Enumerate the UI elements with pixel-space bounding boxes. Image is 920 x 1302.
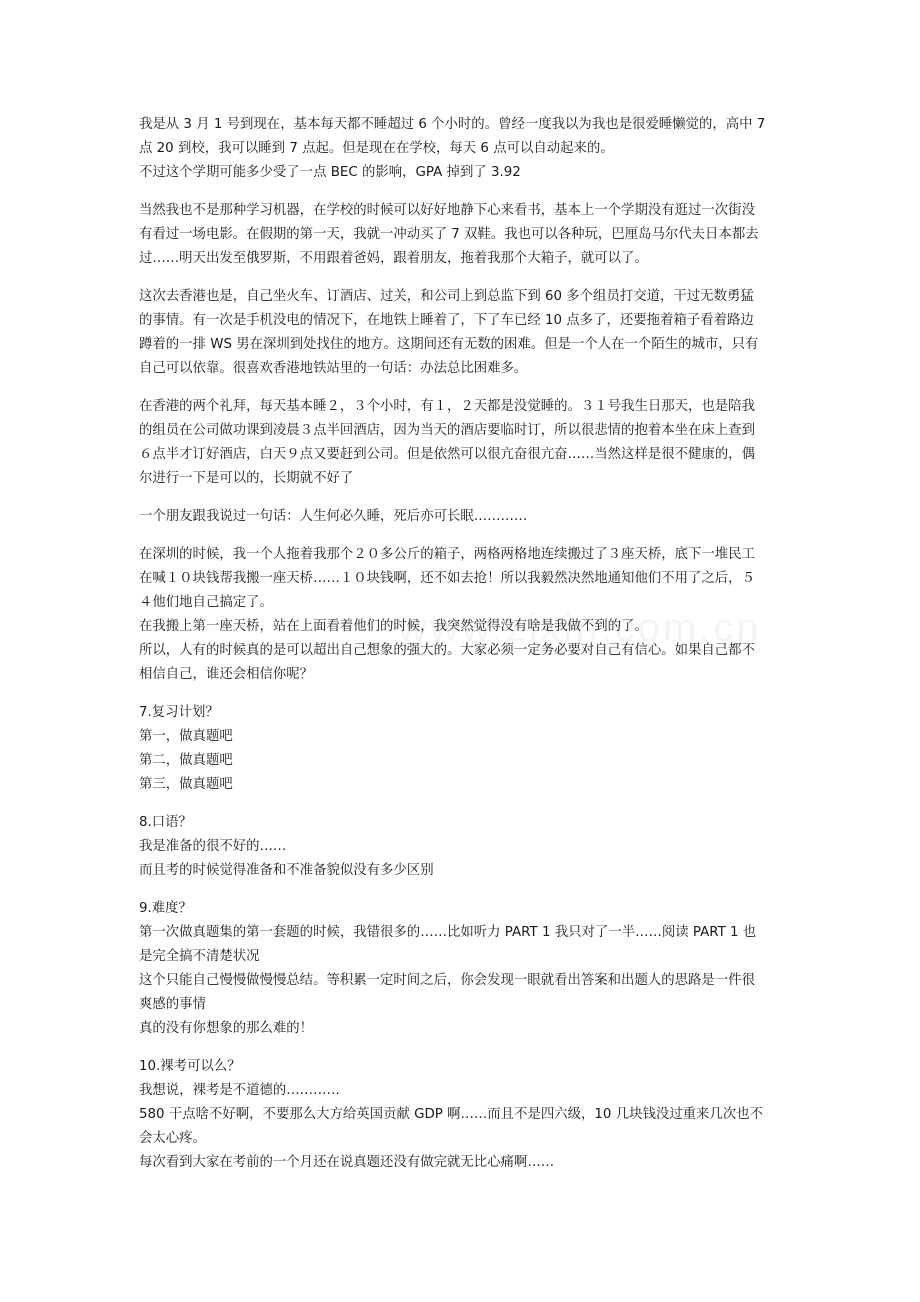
text-line: ４他们地自己搞定了。: [139, 595, 273, 610]
text-line: 在深圳的时候，我一个人拖着我那个２０多公斤的箱子，两格两格地连续搬过了３座天桥，底下一堆民工: [139, 547, 755, 562]
section-unprepared-exam: [139, 1055, 784, 1175]
text-line: 一个朋友跟我说过一句话：人生何必久睡，死后亦可长眠…………: [139, 509, 528, 524]
text-line: 相信自己，谁还会相信你呢？: [139, 667, 314, 682]
text-line: 不过这个学期可能多少受了一点 BEC 的影响，GPA 掉到了 3.92: [139, 165, 521, 180]
paragraph-shenzhen-bridges: [139, 543, 784, 687]
text-line: 每次看到大家在考前的一个月还在说真题还没有做完就无比心痛啊……: [139, 1155, 555, 1170]
text-line: 这个只能自己慢慢做慢慢总结。等积累一定时间之后，你会发现一眼就看出答案和出题人的思路是一件很: [139, 973, 755, 988]
text-line: 自己可以依靠。很喜欢香港地铁站里的一句话：办法总比困难多。: [139, 361, 528, 376]
section-review-plan: [139, 701, 784, 797]
text-line: 在我搬上第一座天桥，站在上面看着他们的时候，我突然觉得没有啥是我做不到的了。: [139, 619, 648, 634]
text-line: 真的没有你想象的那么难的！: [139, 1021, 314, 1036]
paragraph-sleep-habits: [139, 113, 784, 185]
text-line: 第三，做真题吧: [139, 777, 233, 792]
text-line: 会太心疼。: [139, 1131, 206, 1146]
text-line: 的事情。有一次是手机没电的情况下，在地铁上睡着了，下了车已经 10 点多了，还要拖着箱子看着路边: [139, 313, 754, 328]
text-line: 第二，做真题吧: [139, 753, 233, 768]
text-line: 是完全搞不清楚状况: [139, 949, 260, 964]
text-line: 当然我也不是那种学习机器，在学校的时候可以好好地静下心来看书，基本上一个学期没有逛过一次街没: [139, 203, 755, 218]
text-line: 我是从 3 月 1 号到现在，基本每天都不睡超过 6 个小时的。曾经一度我以为我也是很爱睡懒觉的，高中 7: [139, 117, 766, 132]
section-difficulty: [139, 897, 784, 1041]
text-line: ６点半才订好酒店，白天９点又要赶到公司。但是依然可以很亢奋很亢奋……当然这样是很不健康的，偶: [139, 447, 755, 462]
section-heading: 9.难度？: [139, 901, 192, 916]
text-line: 有看过一场电影。在假期的第一天，我就一冲动买了 7 双鞋。我也可以各种玩，巴厘岛马尔代夫日本都去: [139, 227, 759, 242]
section-speaking: [139, 811, 784, 883]
text-line: 在喊１０块钱帮我搬一座天桥……１０块钱啊，还不如去抢！所以我毅然决然地通知他们不用了之后，５: [139, 571, 755, 586]
text-line: 第一次做真题集的第一套题的时候，我错很多的……比如听力 PART 1 我只对了一半……阅读 PART 1 也: [139, 925, 757, 940]
section-heading: 10.裸考可以么？: [139, 1059, 241, 1074]
text-line: 第一，做真题吧: [139, 729, 233, 744]
section-heading: 8.口语？: [139, 815, 192, 830]
text-line: 而且考的时候觉得准备和不准备貌似没有多少区别: [139, 863, 434, 878]
paragraph-not-study-machine: [139, 199, 784, 271]
text-line: 的组员在公司做功课到凌晨３点半回酒店，因为当天的酒店要临时订，所以很悲情的抱着本坐在床上查到: [139, 423, 755, 438]
text-line: 这次去香港也是，自己坐火车、订酒店、过关，和公司上到总监下到 60 多个组员打交道，干过无数勇猛: [139, 289, 754, 304]
text-line: 蹲着的一排 WS 男在深圳到处找住的地方。这期间还有无数的困难。但是一个人在一个陌生的城市，只有: [139, 337, 759, 352]
text-line: 过……明天出发至俄罗斯，不用跟着爸妈，跟着朋友，拖着我那个大箱子，就可以了。: [139, 251, 648, 266]
paragraph-two-weeks: [139, 395, 784, 491]
text-line: 在香港的两个礼拜，每天基本睡２，３个小时，有１，２天都是没觉睡的。３１号我生日那天，也是陪我: [139, 399, 755, 414]
section-heading: 7.复习计划？: [139, 705, 219, 720]
text-line: 580 干点啥不好啊，不要那么大方给英国贡献 GDP 啊……而且不是四六级，10 几块钱没过重来几次也不: [139, 1107, 764, 1122]
text-line: 爽感的事情: [139, 997, 206, 1012]
text-line: 我想说，裸考是不道德的…………: [139, 1083, 340, 1098]
text-line: 点 20 到校，我可以睡到 7 点起。但是现在在学校，每天 6 点可以自动起来的。: [139, 141, 614, 156]
paragraph-friend-quote: [139, 505, 784, 529]
document-body: [139, 113, 784, 1189]
paragraph-hong-kong-trip: [139, 285, 784, 381]
text-line: 我是准备的很不好的……: [139, 839, 287, 854]
text-line: 尔进行一下是可以的，长期就不好了: [139, 471, 354, 486]
text-line: 所以，人有的时候真的是可以超出自己想象的强大的。大家必须一定务必要对自己有信心。如果自己都不: [139, 643, 755, 658]
